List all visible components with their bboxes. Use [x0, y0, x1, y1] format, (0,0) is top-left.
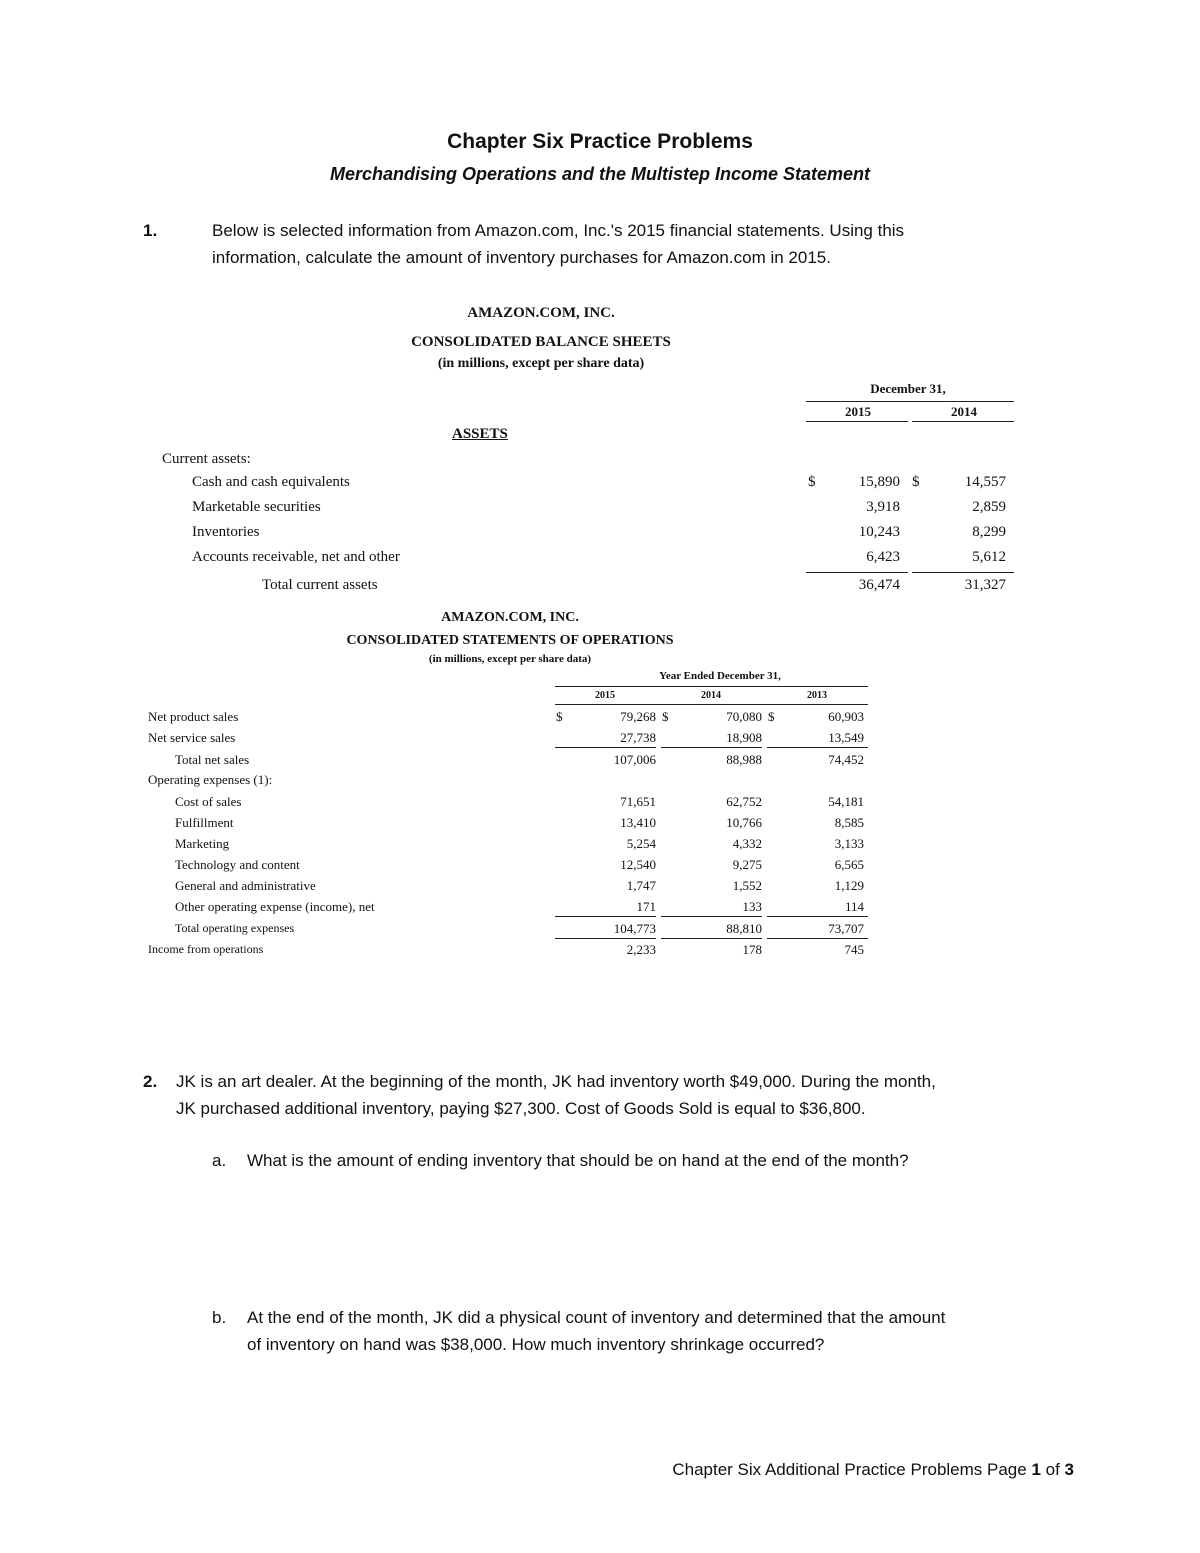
so-value-2015: 107,006: [613, 752, 656, 767]
question-1-number: 1.: [143, 221, 158, 240]
so-value-2014: 9,275: [732, 857, 762, 872]
so-value-2015: 12,540: [620, 857, 656, 872]
so-value-2013: 3,133: [834, 836, 864, 851]
bs-section-assets: ASSETS: [452, 426, 508, 442]
so-rule: [767, 747, 868, 748]
footer-of: of: [1040, 1460, 1065, 1479]
bs-company: AMAZON.COM, INC.: [467, 305, 615, 321]
so-value-2013: 1,129: [834, 878, 864, 893]
so-value-2013: 8,585: [834, 815, 864, 830]
so-value-2013: 114: [844, 899, 864, 914]
bs-total-value-2014: 31,327: [964, 577, 1006, 593]
question-1-line-2: information, calculate the amount of inventory purchases for Amazon.com in 2015.: [212, 248, 831, 267]
question-1-line-1: Below is selected information from Amazon.com, Inc.'s 2015 financial statements. Using this: [212, 221, 905, 240]
question-2-number: 2.: [143, 1072, 158, 1091]
so-value-2015: 79,268: [620, 709, 656, 724]
page-subtitle: Merchandising Operations and the Multistep Income Statement: [329, 164, 871, 184]
so-year-2015: 2015: [595, 690, 615, 701]
bs-row-label: Accounts receivable, net and other: [192, 549, 400, 565]
so-row-label: Total operating expenses: [175, 921, 295, 935]
so-row-label: Technology and content: [175, 857, 300, 872]
so-value-2015: 171: [636, 899, 656, 914]
so-row-label: Marketing: [175, 836, 230, 851]
footer-page-total: 3: [1064, 1460, 1074, 1479]
bs-year-2014: 2014: [951, 404, 977, 419]
bs-row-value-2015: 10,243: [858, 524, 900, 540]
bs-currency-2014: $: [912, 474, 920, 490]
bs-row-value-2015: 6,423: [866, 549, 900, 565]
so-value-2015: 71,651: [620, 794, 656, 809]
so-title: CONSOLIDATED STATEMENTS OF OPERATIONS: [346, 633, 674, 648]
so-value-2013: 73,707: [828, 921, 864, 936]
so-value-2013: 54,181: [828, 794, 864, 809]
so-value-2013: 74,452: [828, 752, 864, 767]
so-value-2014: 1,552: [732, 878, 762, 893]
so-value-2014: 133: [742, 899, 762, 914]
bs-row-value-2014: 2,859: [972, 499, 1006, 515]
bs-row-label: Marketable securities: [192, 499, 321, 515]
so-value-2015: 5,254: [626, 836, 656, 851]
so-period-rule: [555, 686, 868, 687]
so-value-2013: 13,549: [828, 730, 864, 745]
so-rule: [767, 916, 868, 917]
question-2b-line-1: At the end of the month, JK did a physical count of inventory and determined that the amount: [247, 1308, 946, 1327]
so-year-2013: 2013: [807, 690, 827, 701]
question-2a-text: What is the amount of ending inventory that should be on hand at the end of the month?: [247, 1151, 909, 1170]
question-2-text: [176, 1068, 1096, 1122]
so-row-label: Income from operations: [148, 942, 264, 956]
so-value-2013: 745: [844, 942, 864, 957]
so-currency: $: [662, 709, 669, 724]
so-row-label: Net service sales: [148, 730, 236, 745]
so-company: AMAZON.COM, INC.: [441, 610, 579, 625]
so-year-2014: 2014: [701, 690, 721, 701]
bs-title: CONSOLIDATED BALANCE SHEETS: [411, 334, 671, 350]
bs-row-value-2015: 15,890: [858, 474, 900, 490]
bs-total-value-2015: 36,474: [858, 577, 900, 593]
so-value-2015: 104,773: [613, 921, 656, 936]
so-rule: [661, 747, 762, 748]
so-period-label: Year Ended December 31,: [659, 670, 781, 682]
bs-total-label: Total current assets: [262, 577, 378, 593]
bs-group-current-assets: Current assets:: [162, 451, 251, 467]
so-value-2015: 13,410: [620, 815, 656, 830]
so-rule: [767, 938, 868, 939]
so-value-2014: 88,988: [726, 752, 762, 767]
question-2b-label: b.: [212, 1308, 227, 1327]
so-row-label: Fulfillment: [175, 815, 234, 830]
so-value-2014: 4,332: [732, 836, 762, 851]
bs-period-label: December 31,: [870, 381, 946, 396]
so-year-rule: [555, 704, 868, 705]
so-value-2013: 60,903: [828, 709, 864, 724]
so-row-label: Operating expenses (1):: [148, 772, 273, 787]
so-value-2014: 10,766: [726, 815, 762, 830]
so-row-label: General and administrative: [175, 878, 316, 893]
page-footer: [672, 1460, 1074, 1480]
so-value-2014: 18,908: [726, 730, 762, 745]
footer-page-number: 1: [1031, 1460, 1041, 1479]
so-row-label: Net product sales: [148, 709, 239, 724]
question-2-line-1: JK is an art dealer. At the beginning of the month, JK had inventory worth $49,000. During the month,: [176, 1072, 936, 1091]
so-value-2014: 62,752: [726, 794, 762, 809]
so-value-2013: 6,565: [834, 857, 864, 872]
bs-units: (in millions, except per share data): [437, 356, 645, 371]
so-rule: [555, 916, 656, 917]
so-value-2014: 70,080: [726, 709, 762, 724]
bs-row-label: Inventories: [192, 524, 260, 540]
so-value-2014: 88,810: [726, 921, 762, 936]
so-value-2015: 27,738: [620, 730, 656, 745]
so-value-2015: 2,233: [626, 942, 656, 957]
so-rule: [555, 938, 656, 939]
so-row-label: Cost of sales: [175, 794, 242, 809]
bs-row-value-2014: 8,299: [972, 524, 1006, 540]
footer-text: Chapter Six Additional Practice Problems Page: [672, 1460, 1032, 1479]
page-title: Chapter Six Practice Problems: [447, 130, 753, 153]
so-currency: $: [768, 709, 775, 724]
so-rule: [555, 747, 656, 748]
bs-row-label: Cash and cash equivalents: [192, 474, 350, 490]
question-2a-label: a.: [212, 1151, 227, 1170]
bs-row-value-2014: 5,612: [972, 549, 1006, 565]
so-rule: [661, 938, 762, 939]
question-2-line-2: JK purchased additional inventory, paying $27,300. Cost of Goods Sold is equal to $36,800.: [176, 1099, 866, 1118]
so-row-label: Other operating expense (income), net: [175, 899, 375, 914]
so-rule: [661, 916, 762, 917]
bs-currency-2015: $: [808, 474, 816, 490]
question-2b-text: [247, 1304, 1087, 1358]
so-units: (in millions, except per share data): [428, 653, 592, 665]
bs-year-2015: 2015: [845, 404, 871, 419]
bs-row-value-2014: 14,557: [964, 474, 1006, 490]
so-currency: $: [556, 709, 563, 724]
so-value-2014: 178: [742, 942, 762, 957]
so-value-2015: 1,747: [626, 878, 656, 893]
question-2b-line-2: of inventory on hand was $38,000. How much inventory shrinkage occurred?: [247, 1335, 825, 1354]
bs-row-value-2015: 3,918: [866, 499, 900, 515]
so-row-label: Total net sales: [175, 752, 250, 767]
